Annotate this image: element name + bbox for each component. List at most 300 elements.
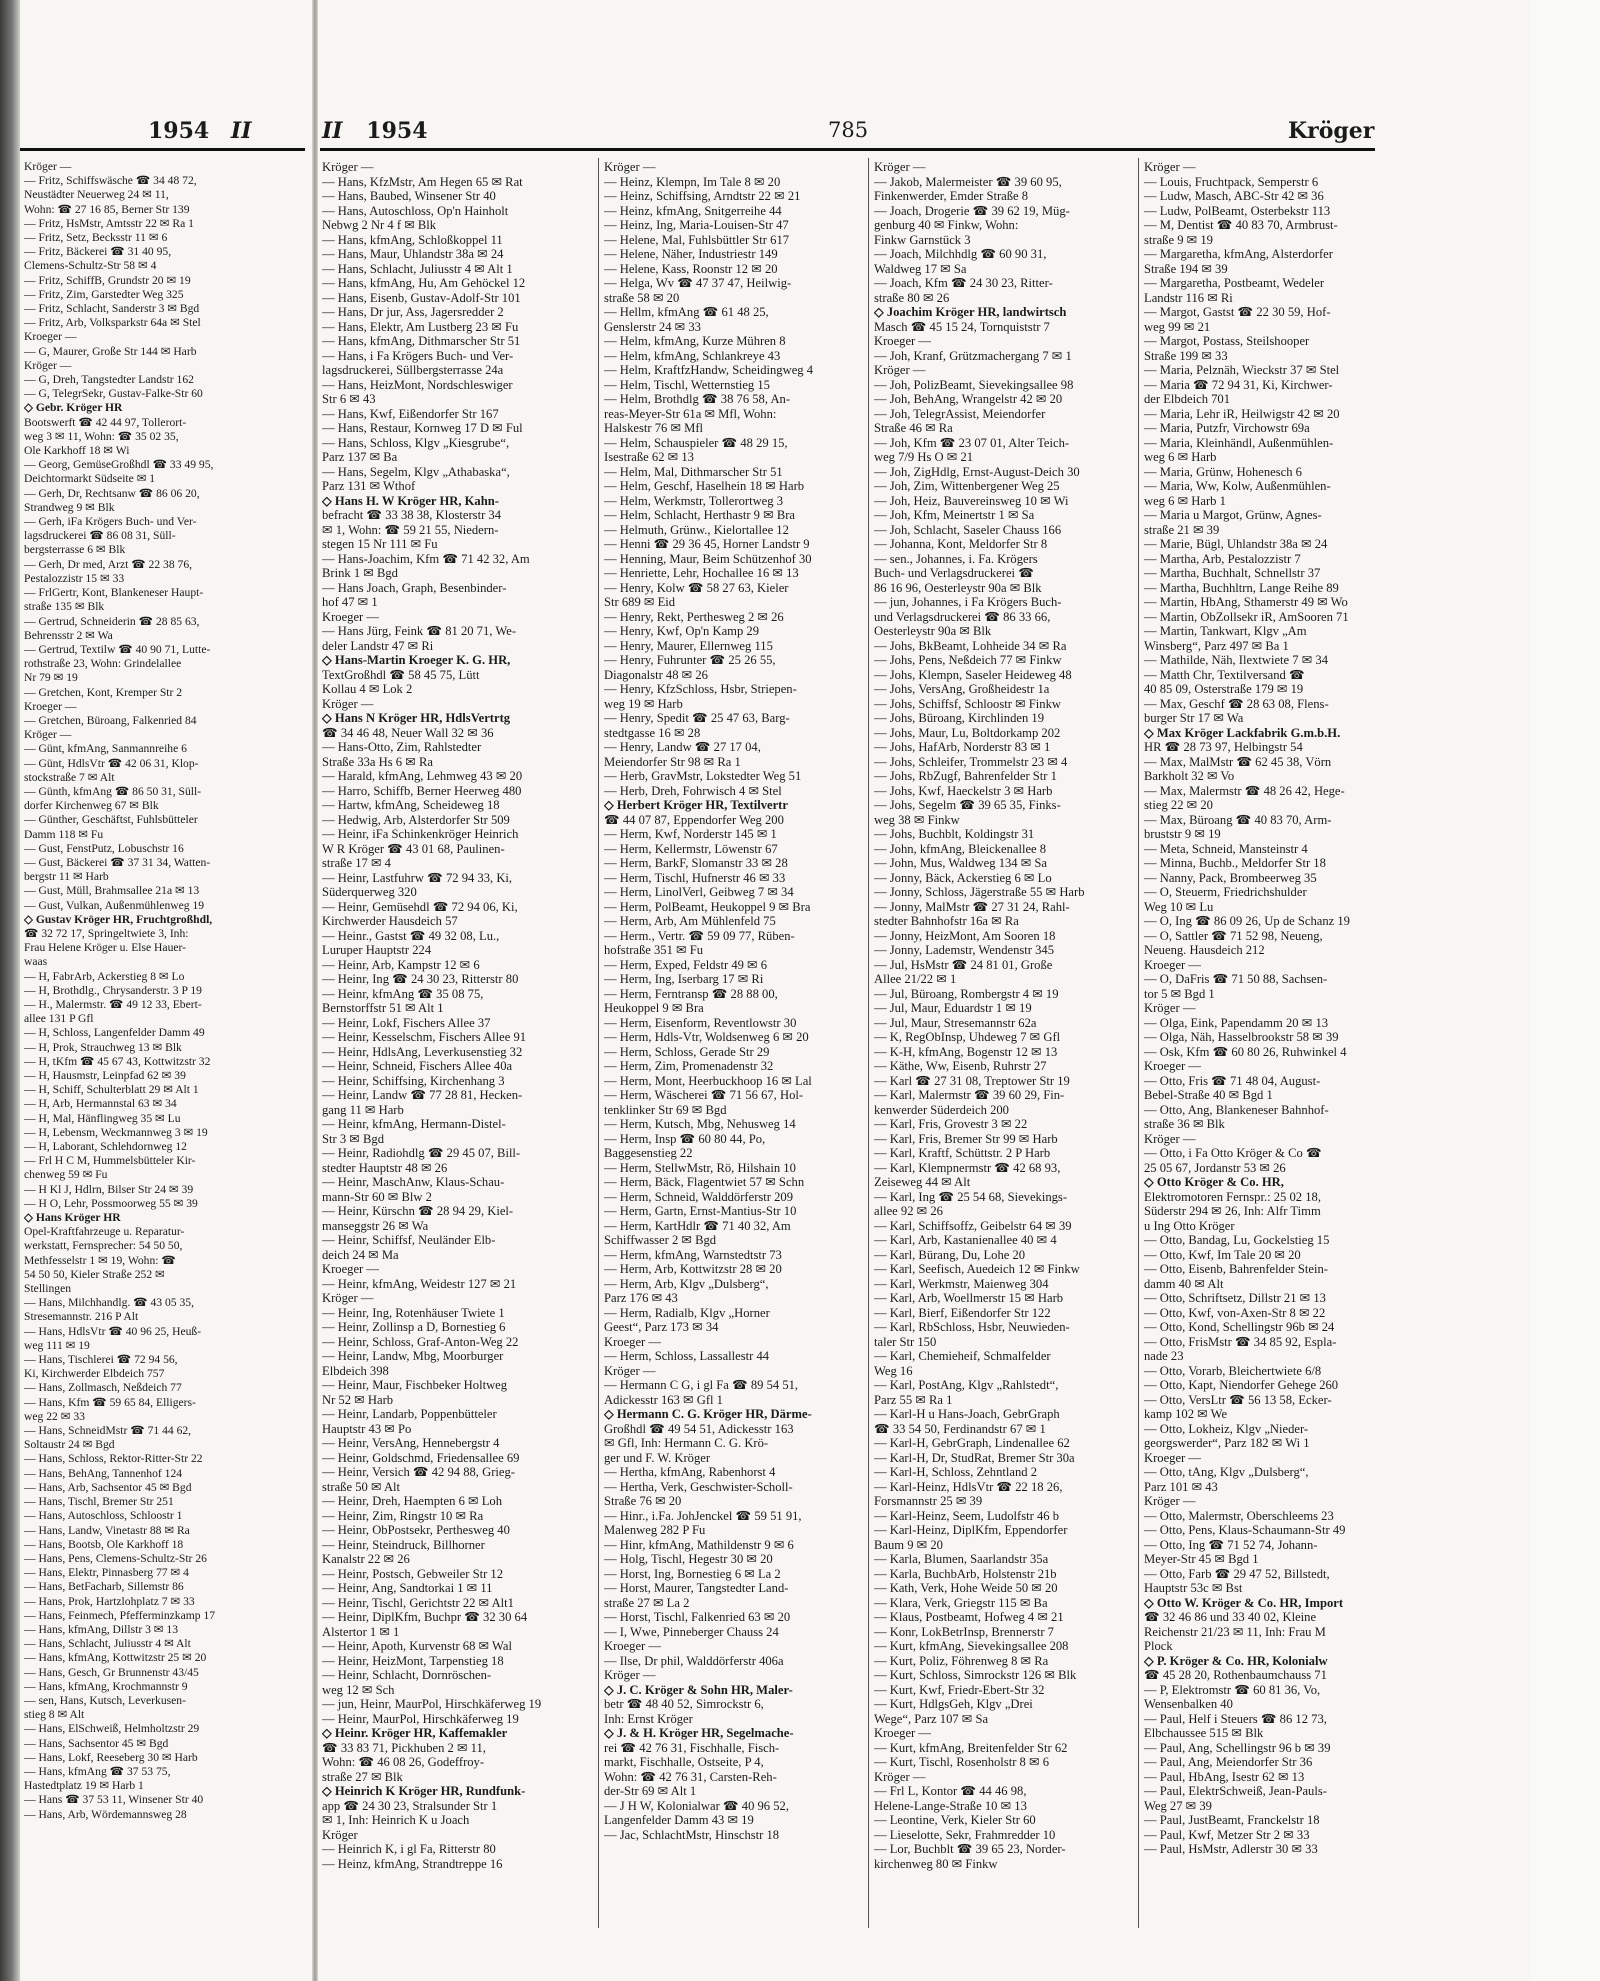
directory-entry-line: dorfer Kirchenweg 67 ✉ Blk xyxy=(24,799,159,813)
directory-entry-line: — Heinr, Schlacht, Dornröschen- xyxy=(322,1668,492,1682)
directory-entry-line: stegen 15 Nr 111 ✉ Fu xyxy=(322,537,438,551)
directory-entry-line: — Karl, PostAng, Klgv „Rahlstedt“, xyxy=(874,1378,1059,1392)
directory-entry-line: Kroeger — xyxy=(604,1639,661,1653)
directory-entry-line: — Herm, Arb, Am Mühlenfeld 75 xyxy=(604,914,776,928)
directory-entry-line: Süderquerweg 320 xyxy=(322,885,417,899)
directory-entry-line: — Maria u Margot, Grünw, Agnes- xyxy=(1144,508,1322,522)
directory-entry-line: befracht ☎ 33 38 38, Klosterstr 34 xyxy=(322,508,502,522)
directory-entry-line: — Martin, ObZollsekr iR, AmSooren 71 xyxy=(1144,609,1349,624)
directory-entry-line: — Heinr, Ang, Sandtorkai 1 ✉ 11 xyxy=(322,1581,493,1595)
directory-entry-line: straße 17 ✉ 4 xyxy=(322,856,391,870)
directory-entry-line: — Paul, JustBeamt, Franckelstr 18 xyxy=(1144,1813,1320,1827)
directory-entry-line: — Hertha, Verk, Geschwister-Scholl- xyxy=(604,1479,793,1494)
directory-entry-line: straße 27 ✉ La 2 xyxy=(604,1595,690,1610)
directory-entry-line: — Frl L, Kontor ☎ 44 46 98, xyxy=(874,1784,1027,1798)
running-head: Kröger xyxy=(1288,118,1375,144)
directory-entry-line: — Helm, Werkmstr, Tollerortweg 3 xyxy=(604,493,784,508)
directory-entry-line: — J H W, Kolonialwar ☎ 40 96 52, xyxy=(604,1798,789,1813)
directory-entry-line: — Herb, GravMstr, Lokstedter Weg 51 xyxy=(604,769,802,783)
right-page xyxy=(320,0,1530,1981)
directory-entry-line: stockstraße 7 ✉ Alt xyxy=(24,770,115,784)
directory-entry-line: — Heinr., Gastst ☎ 49 32 08, Lu., xyxy=(322,928,500,943)
directory-entry-line: — Karl, RbSchloss, Hsbr, Neuwieden- xyxy=(874,1320,1070,1334)
directory-entry-line: ger und F. W. Kröger xyxy=(604,1450,711,1465)
directory-entry-line: — Mathilde, Näh, Ilextwiete 7 ✉ 34 xyxy=(1144,653,1329,667)
directory-entry-line: Finkw Garnstück 3 xyxy=(874,232,971,247)
directory-entry-line: der Elbdeich 701 xyxy=(1144,392,1231,406)
directory-entry-line: Oesterleystr 90a ✉ Blk xyxy=(874,624,992,638)
directory-entry-line: — Fritz, SchiffB, Grundstr 20 ✉ 19 xyxy=(24,273,191,287)
directory-entry-line: Clemens-Schultz-Str 58 ✉ 4 xyxy=(24,259,157,273)
directory-entry-line: — Otto, Schriftsetz, Dillstr 21 ✉ 13 xyxy=(1144,1291,1326,1305)
directory-entry-line: Brink 1 ✉ Bgd xyxy=(322,566,398,580)
directory-entry-line: — H, Schloss, Langenfelder Damm 49 xyxy=(24,1026,205,1040)
directory-entry-line: — Helene, Kass, Roonstr 12 ✉ 20 xyxy=(604,261,778,276)
directory-entry-line: — Jul, Maur, Stresemannstr 62a xyxy=(874,1015,1037,1030)
directory-entry-line: — John, Mus, Waldweg 134 ✉ Sa xyxy=(874,856,1048,870)
directory-entry-line: ✉ Gfl, Inh: Hermann C. G. Krö- xyxy=(604,1436,769,1450)
directory-entry-line: — Otto, Farb ☎ 29 47 52, Billstedt, xyxy=(1144,1566,1330,1581)
directory-entry-line: Kröger — xyxy=(874,1769,926,1784)
directory-entry-line: hof 47 ✉ 1 xyxy=(322,595,378,609)
directory-entry-line: — Kurt, Schloss, Simrockstr 126 ✉ Blk xyxy=(874,1668,1077,1682)
directory-entry-line: — Heinr, Maur, Fischbeker Holtweg xyxy=(322,1378,508,1392)
directory-entry-line: — Maria, Kleinhändl, Außenmühlen- xyxy=(1144,435,1334,450)
directory-entry-line: — Heinr, Schneid, Fischers Allee 40a xyxy=(322,1059,513,1073)
directory-entry-line: — Herm, Insp ☎ 60 80 44, Po, xyxy=(604,1131,766,1146)
directory-entry-line: — Hans, Pens, Clemens-Schultz-Str 26 xyxy=(24,1551,207,1565)
directory-entry-line: — Heinr, kfmAng ☎ 35 08 75, xyxy=(322,986,484,1001)
directory-entry-line: stedter Bahnhofstr 16a ✉ Ra xyxy=(874,914,1019,928)
directory-entry-line: ☎ 33 83 71, Pickhuben 2 ✉ 11, xyxy=(322,1740,486,1755)
directory-entry-line: tor 5 ✉ Bgd 1 xyxy=(1144,986,1215,1001)
directory-entry-line: Kröger — xyxy=(874,363,926,377)
directory-entry-line: Kröger — xyxy=(24,160,72,173)
directory-entry-line: — Hans, Kwf, Eißendorfer Str 167 xyxy=(322,406,499,421)
right-page-header-rule xyxy=(320,148,1375,151)
directory-entry-line: — jun, Heinr, MaurPol, Hirschkäferweg 19 xyxy=(322,1697,542,1711)
directory-entry-line: weg 6 ✉ Harb xyxy=(1144,450,1217,464)
directory-entry-line: — Otto, Lokheiz, Klgv „Nieder- xyxy=(1144,1421,1309,1436)
directory-entry-line: — Karl-H u Hans-Joach, GebrGraph xyxy=(874,1407,1060,1421)
directory-entry-line: — Jonny, Lademstr, Wendenstr 345 xyxy=(874,943,1055,957)
left-page-header xyxy=(148,118,252,144)
directory-entry-line: — Heinr, Ing ☎ 24 30 23, Ritterstr 80 xyxy=(322,972,519,986)
directory-entry-line: — Hans, Autoschloss, Schloostr 1 xyxy=(24,1509,183,1523)
directory-entry-line: Kroeger — xyxy=(874,334,931,348)
directory-entry-line: — Joach, Milchhdlg ☎ 60 90 31, xyxy=(874,247,1047,261)
directory-entry-line: — Hans-Otto, Zim, Rahlstedter xyxy=(322,740,482,754)
directory-entry-line: — Hellm, kfmAng ☎ 61 48 25, xyxy=(604,305,769,319)
directory-entry-line: 86 16 96, Oesterleystr 90a ✉ Blk xyxy=(874,580,1042,595)
directory-entry-line: bruststr 9 ✉ 19 xyxy=(1144,827,1221,841)
directory-entry-line: — Heinr, Versich ☎ 42 94 88, Grieg- xyxy=(322,1465,515,1479)
directory-entry-line: — Martin, HbAng, Sthamerstr 49 ✉ Wo xyxy=(1144,595,1348,609)
directory-entry-line: — Karl, Fris, Bremer Str 99 ✉ Harb xyxy=(874,1131,1058,1146)
directory-entry-line: — Johs, RbZugf, Bahrenfelder Str 1 xyxy=(874,769,1057,783)
directory-entry-line: — Heinr, HeizMont, Tarpenstieg 18 xyxy=(322,1653,504,1668)
directory-entry-line: Hauptstr 43 ✉ Po xyxy=(322,1421,412,1436)
directory-entry-line: ☎ 33 54 50, Ferdinandstr 67 ✉ 1 xyxy=(874,1421,1046,1436)
directory-entry-line: Kröger xyxy=(322,1827,358,1842)
directory-entry-line: — Hans, Milchhandlg. ☎ 43 05 35, xyxy=(24,1296,194,1310)
directory-entry-line: Elbdeich 398 xyxy=(322,1363,389,1378)
directory-entry-line: waas xyxy=(24,955,48,969)
directory-entry-line: — Herm., Vertr. ☎ 59 09 77, Rüben- xyxy=(604,928,795,943)
directory-entry-line: Parz 101 ✉ 43 xyxy=(1144,1479,1218,1494)
directory-entry-line: — Margot, Gastst ☎ 22 30 59, Hof- xyxy=(1144,305,1331,319)
directory-entry-line: — Otto, Pens, Klaus-Schaumann-Str 49 xyxy=(1144,1523,1346,1537)
left-page xyxy=(20,0,310,1981)
directory-entry-line: ☎ 44 07 87, Eppendorfer Weg 200 xyxy=(604,812,784,827)
directory-entry-line: — Heinr, Gemüsehdl ☎ 72 94 06, Ki, xyxy=(322,899,518,914)
directory-entry-line: — Gerh, Dr med, Arzt ☎ 22 38 76, xyxy=(24,557,193,571)
directory-entry-line: — Otto, tAng, Klgv „Dulsberg“, xyxy=(1144,1465,1309,1479)
directory-entry-line: — Henry, Maurer, Ellernweg 115 xyxy=(604,638,773,653)
directory-entry-line: — Hans, Arb, Wördemannsweg 28 xyxy=(24,1807,187,1821)
directory-entry-line: — Johanna, Kont, Meldorfer Str 8 xyxy=(874,537,1048,551)
directory-entry-line: — Herm, Kutsch, Mbg, Nehusweg 14 xyxy=(604,1117,796,1131)
directory-entry-line: — Fritz, Schlacht, Sanderstr 3 ✉ Bgd xyxy=(24,302,200,316)
directory-entry-line: — Johs, BkBeamt, Lohheide 34 ✉ Ra xyxy=(874,638,1067,653)
directory-entry-line: — Joh, Zim, Wittenbergener Weg 25 xyxy=(874,479,1060,493)
directory-entry-line: Kröger — xyxy=(24,358,72,372)
directory-entry-line: — Heinr, kfmAng, Weidestr 127 ✉ 21 xyxy=(322,1276,517,1291)
directory-entry-line: — Heinz, Ing, Maria-Louisen-Str 47 xyxy=(604,218,789,232)
directory-entry-line: stedtgasse 16 ✉ 28 xyxy=(604,725,701,740)
directory-entry-line: — Maria, Pelznäh, Wieckstr 37 ✉ Stel xyxy=(1144,363,1340,377)
directory-entry-line: — Hans, ElSchweiß, Helmholtzstr 29 xyxy=(24,1722,200,1736)
directory-entry-line: ☎ 32 46 86 und 33 40 02, Kleine xyxy=(1144,1610,1317,1624)
directory-entry-line: Nebwg 2 Nr 4 f ✉ Blk xyxy=(322,218,437,232)
directory-entry-line: — Otto, FrisMstr ☎ 34 85 92, Espla- xyxy=(1144,1334,1337,1349)
directory-entry-line: — Heinr, Schloss, Graf-Anton-Weg 22 xyxy=(322,1334,519,1349)
book-gutter-shadow xyxy=(0,0,20,1981)
directory-entry-line: deler Landstr 47 ✉ Ri xyxy=(322,638,434,653)
directory-entry-line: Kroeger — xyxy=(322,609,379,624)
directory-entry-line: lagsdruckerei ☎ 86 08 31, Süll- xyxy=(24,529,176,543)
directory-entry-line: — Johs, Büroang, Kirchlinden 19 xyxy=(874,711,1044,725)
directory-entry-line: — Ilse, Dr phil, Walddörferstr 406a xyxy=(604,1653,784,1668)
directory-entry-line: ◇ Hans N Kröger HR, HdlsVertrtg xyxy=(322,711,511,725)
directory-entry-line: — Ludw, Masch, ABC-Str 42 ✉ 36 xyxy=(1144,189,1324,203)
directory-entry-line: — Helm, Geschf, Haselhein 18 ✉ Harb xyxy=(604,479,805,493)
directory-entry-line: Kröger — xyxy=(1144,160,1196,174)
directory-entry-line: — O, Steuerm, Friedrichshulder xyxy=(1144,885,1307,899)
directory-entry-line: — Heinr, Kesselschm, Fischers Allee 91 xyxy=(322,1030,527,1044)
directory-entry-line: Kröger — xyxy=(604,1363,656,1378)
directory-entry-line: Wohn: ☎ 46 08 26, Godeffroy- xyxy=(322,1755,485,1769)
directory-entry-line: weg 38 ✉ Finkw xyxy=(874,812,960,827)
directory-entry-line: straße 58 ✉ 20 xyxy=(604,290,680,305)
directory-entry-line: und Verlagsdruckerei ☎ 86 33 66, xyxy=(874,609,1051,624)
directory-entry-line: — Georg, GemüseGroßhdl ☎ 33 49 95, xyxy=(24,458,214,472)
directory-entry-line: — Joh, TelegrAssist, Meiendorfer xyxy=(874,406,1046,421)
directory-entry-line: — Günt, kfmAng, Sanmannreihe 6 xyxy=(24,742,187,756)
directory-entry-line: Hastedtplatz 19 ✉ Harb 1 xyxy=(24,1779,144,1793)
directory-entry-line: — Heinr, iFa Schinkenkröger Heinrich xyxy=(322,827,519,841)
directory-entry-line: — Karla, Blumen, Saarlandstr 35a xyxy=(874,1552,1049,1566)
directory-entry-line: — Minna, Buchb., Meldorfer Str 18 xyxy=(1144,856,1326,870)
directory-entry-line: — Karl-Heinz, Seem, Ludolfstr 46 b xyxy=(874,1508,1060,1523)
directory-entry-line: Alstertor 1 ✉ 1 xyxy=(322,1624,400,1639)
directory-entry-line: hofstraße 351 ✉ Fu xyxy=(604,943,704,957)
directory-entry-line: — Herm, Ferntransp ☎ 28 88 00, xyxy=(604,986,778,1001)
directory-entry-line: Landstr 116 ✉ Ri xyxy=(1144,290,1233,305)
directory-entry-line: — Heinr, Zollinsp a D, Bornestieg 6 xyxy=(322,1320,506,1334)
directory-entry-line: — Herm, Bäck, Flagentwiet 57 ✉ Schn xyxy=(604,1175,805,1189)
directory-entry-line: — Hans, HdlsVtr ☎ 40 96 25, Heuß- xyxy=(24,1324,202,1338)
directory-entry-line: — Hans, kfmAng, Dillstr 3 ✉ 13 xyxy=(24,1622,178,1636)
directory-entry-line: — Karl-H, Dr, StudRat, Bremer Str 30a xyxy=(874,1450,1075,1465)
directory-entry-line: — P, Elektromstr ☎ 60 81 36, Vo, xyxy=(1144,1682,1321,1697)
directory-entry-line: — Heinr, kfmAng, Hermann-Distel- xyxy=(322,1117,506,1131)
directory-entry-line: ◇ P. Kröger & Co. HR, Kolonialw xyxy=(1144,1653,1328,1668)
directory-entry-line: Kröger — xyxy=(322,1291,374,1305)
directory-entry-line: Kröger — xyxy=(874,160,926,174)
directory-entry-line: — Max, Geschf ☎ 28 63 08, Flens- xyxy=(1144,696,1329,711)
directory-entry-line: — Herm, Zim, Promenadenstr 32 xyxy=(604,1059,774,1073)
directory-entry-line: — Otto, Ing ☎ 71 52 74, Johann- xyxy=(1144,1537,1318,1552)
directory-entry-line: — H, Mal, Hänflingweg 35 ✉ Lu xyxy=(24,1111,181,1125)
directory-entry-line: HR ☎ 28 73 97, Helbingstr 54 xyxy=(1144,740,1303,754)
directory-entry-line: Soltaustr 24 ✉ Bgd xyxy=(24,1438,115,1452)
directory-entry-line: Wensenbalken 40 xyxy=(1144,1697,1233,1711)
directory-entry-line: — Hans, HeizMont, Nordschleswiger xyxy=(322,377,513,392)
directory-entry-line: — Heinr, Dreh, Haempten 6 ✉ Loh xyxy=(322,1494,503,1508)
directory-entry-line: Masch ☎ 45 15 24, Tornquiststr 7 xyxy=(874,319,1050,334)
directory-entry-line: — Herm, Eisenform, Reventlowstr 30 xyxy=(604,1015,797,1030)
directory-entry-line: — Hans ☎ 37 53 11, Winsener Str 40 xyxy=(24,1793,204,1807)
directory-entry-line: — Hans, kfmAng ☎ 37 53 75, xyxy=(24,1764,171,1778)
directory-entry-line: weg 22 ✉ 33 xyxy=(24,1409,85,1423)
left-page-volume: II xyxy=(230,118,252,144)
directory-entry-line: — Max, Malermstr ☎ 48 26 42, Hege- xyxy=(1144,783,1345,798)
directory-entry-line: TextGroßhdl ☎ 58 45 75, Lütt xyxy=(322,667,480,682)
directory-entry-line: Bebel-Straße 40 ✉ Bgd 1 xyxy=(1144,1088,1273,1102)
directory-entry-line: Helene-Lange-Straße 10 ✉ 13 xyxy=(874,1798,1027,1813)
directory-entry-line: W R Kröger ☎ 43 01 68, Paulinen- xyxy=(322,841,505,856)
directory-entry-line: Parz 137 ✉ Ba xyxy=(322,450,398,464)
directory-entry-line: 54 50 50, Kieler Straße 252 ✉ xyxy=(24,1267,165,1281)
directory-entry-line: nade 23 xyxy=(1144,1349,1184,1363)
column-divider xyxy=(868,158,869,1928)
directory-entry-line: — Joh, PolizBeamt, Sievekingsallee 98 xyxy=(874,377,1074,392)
directory-entry-line: — Otto, Malermstr, Oberschleems 23 xyxy=(1144,1508,1334,1523)
directory-entry-line: ◇ Hans-Martin Kroeger K. G. HR, xyxy=(322,653,511,667)
directory-entry-line: — Otto, Ang, Blankeneser Bahnhof- xyxy=(1144,1102,1329,1117)
directory-entry-line: — Hans, SchneidMstr ☎ 71 44 62, xyxy=(24,1424,192,1438)
directory-entry-line: — O, Sattler ☎ 71 52 98, Neueng, xyxy=(1144,928,1323,943)
directory-entry-line: ◇ Hans H. W Kröger HR, Kahn- xyxy=(322,493,499,508)
directory-entry-line: — Maria, Grünw, Hohenesch 6 xyxy=(1144,464,1302,479)
directory-entry-line: Ole Karkhoff 18 ✉ Wi xyxy=(24,444,130,458)
directory-entry-line: — Horst, Tischl, Falkenried 63 ✉ 20 xyxy=(604,1610,791,1624)
directory-entry-line: — Martha, Arb, Pestalozzistr 7 xyxy=(1144,551,1301,566)
directory-entry-line: — Jonny, Schloss, Jägerstraße 55 ✉ Harb xyxy=(874,885,1085,899)
directory-entry-line: — Heinz, Schiffsing, Arndtstr 22 ✉ 21 xyxy=(604,189,801,203)
directory-entry-line: Kroeger — xyxy=(604,1334,661,1349)
directory-entry-line: — Helene, Näher, Industriestr 149 xyxy=(604,247,778,261)
directory-entry-line: — Henni ☎ 29 36 45, Horner Landstr 9 xyxy=(604,537,810,551)
directory-entry-line: — Jul, Büroang, Rombergstr 4 ✉ 19 xyxy=(874,986,1059,1001)
directory-entry-line: Parz 131 ✉ Wthof xyxy=(322,479,416,493)
directory-entry-line: — Otto, VersLtr ☎ 56 13 58, Ecker- xyxy=(1144,1392,1332,1407)
directory-entry-line: Deichtormarkt Südseite ✉ 1 xyxy=(24,472,156,486)
directory-entry-line: Damm 118 ✉ Fu xyxy=(24,827,104,841)
directory-entry-line: ✉ 1, Inh: Heinrich K u Joach xyxy=(322,1813,470,1827)
directory-entry-line: markt, Fischhalle, Ostseite, P 4, xyxy=(604,1755,764,1769)
directory-entry-line: Adickesstr 163 ✉ Gfl 1 xyxy=(604,1392,723,1407)
directory-entry-line: — M, Dentist ☎ 40 83 70, Armbrust- xyxy=(1144,218,1338,232)
directory-entry-line: — Heinr, MaschAnw, Klaus-Schau- xyxy=(322,1175,505,1189)
directory-entry-line: Neustädter Neuerweg 24 ✉ 11, xyxy=(24,188,169,202)
directory-entry-line: — Otto, Eisenb, Bahrenfelder Stein- xyxy=(1144,1262,1328,1276)
directory-entry-line: — Herm, Kellermstr, Löwenstr 67 xyxy=(604,841,778,856)
directory-entry-line: — Käthe, Ww, Eisenb, Ruhrstr 27 xyxy=(874,1059,1047,1073)
directory-entry-line: Wohn: ☎ 27 16 85, Berner Str 139 xyxy=(24,202,190,216)
directory-entry-line: — I, Wwe, Pinneberger Chauss 24 xyxy=(604,1624,779,1639)
directory-entry-line: — Hertha, kfmAng, Rabenhorst 4 xyxy=(604,1465,776,1479)
directory-entry-line: — Hans, Dr jur, Ass, Jagersredder 2 xyxy=(322,305,504,319)
directory-entry-line: Str 3 ✉ Bgd xyxy=(322,1131,384,1146)
directory-entry-line: der-Str 69 ✉ Alt 1 xyxy=(604,1784,697,1798)
directory-entry-line: kamp 102 ✉ We xyxy=(1144,1407,1228,1421)
directory-entry-line: — Hans, Arb, Sachsentor 45 ✉ Bgd xyxy=(24,1480,192,1494)
directory-entry-line: — Kurt, Kwf, Friedr-Ebert-Str 32 xyxy=(874,1682,1045,1697)
directory-entry-line: — Otto, Kond, Schellingstr 96b ✉ 24 xyxy=(1144,1320,1335,1334)
directory-entry-line: — H, Schiff, Schulterblatt 29 ✉ Alt 1 xyxy=(24,1083,199,1097)
directory-entry-line: — Hans, BetFacharb, Sillemstr 86 xyxy=(24,1580,184,1594)
directory-entry-line: u Ing Otto Kröger xyxy=(1144,1218,1235,1233)
directory-entry-line: — Heinr, Goldschmd, Friedensallee 69 xyxy=(322,1450,520,1465)
directory-entry-line: — Karl ☎ 27 31 08, Treptower Str 19 xyxy=(874,1073,1070,1088)
directory-entry-line: — Holg, Tischl, Hegestr 30 ✉ 20 xyxy=(604,1552,773,1566)
directory-entry-line: — Heinz, kfmAng, Snitgerreihe 44 xyxy=(604,203,782,218)
directory-entry-line: — Heinr, Postsch, Gebweiler Str 12 xyxy=(322,1566,504,1581)
directory-entry-line: — Gerh, Dr, Rechtsanw ☎ 86 06 20, xyxy=(24,486,200,500)
directory-entry-line: — Gust, FenstPutz, Lobuschstr 16 xyxy=(24,841,184,855)
directory-entry-line: manseggstr 26 ✉ Wa xyxy=(322,1218,429,1233)
directory-entry-line: 40 85 09, Osterstraße 179 ✉ 19 xyxy=(1144,682,1304,696)
directory-entry-line: — Heinr, Schiffsing, Kirchenhang 3 xyxy=(322,1073,505,1088)
directory-entry-line: — Johs, Maur, Lu, Boltdorkamp 202 xyxy=(874,725,1061,740)
directory-entry-line: — H, Hausmstr, Leinpfad 62 ✉ 39 xyxy=(24,1069,186,1082)
directory-entry-line: — Henry, Landw ☎ 27 17 04, xyxy=(604,740,761,754)
directory-entry-line: — Otto, Bandag, Lu, Gockelstieg 15 xyxy=(1144,1233,1330,1247)
directory-entry-line: Winsberg“, Parz 497 ✉ Ba 1 xyxy=(1144,638,1289,653)
directory-entry-line: — Klara, Verk, Griegstr 115 ✉ Ba xyxy=(874,1595,1048,1610)
directory-entry-line: ◇ Otto W. Kröger & Co. HR, Import xyxy=(1144,1595,1344,1610)
directory-entry-line: — Hans, Schloss, Rektor-Ritter-Str 22 xyxy=(24,1452,203,1466)
directory-entry-line: — Karl, Chemieheif, Schmalfelder xyxy=(874,1349,1051,1363)
directory-entry-line: tenklinker Str 69 ✉ Bgd xyxy=(604,1102,727,1117)
directory-entry-line: — Joh, Schlacht, Saseler Chauss 166 xyxy=(874,522,1062,537)
entries-column-2 xyxy=(604,160,864,1950)
directory-entry-line: — Herm, Arb, Klgv „Dulsberg“, xyxy=(604,1276,769,1291)
directory-entry-line: — Hans, KfzMstr, Am Hegen 65 ✉ Rat xyxy=(322,174,523,189)
directory-entry-line: — Otto, i Fa Otto Kröger & Co ☎ xyxy=(1144,1146,1322,1160)
directory-entry-line: — Margaretha, kfmAng, Alsterdorfer xyxy=(1144,247,1333,261)
directory-entry-line: — Heinr, Landw ☎ 77 28 81, Hecken- xyxy=(322,1088,523,1102)
column-divider xyxy=(1138,158,1139,1928)
directory-entry-line: — Günt, HdlsVtr ☎ 42 06 31, Klop- xyxy=(24,756,199,770)
directory-entry-line: Diagonalstr 48 ✉ 26 xyxy=(604,667,708,682)
directory-entry-line: — Gertrud, Schneiderin ☎ 28 85 63, xyxy=(24,614,200,628)
directory-entry-line: Schiffwasser 2 ✉ Bgd xyxy=(604,1233,717,1247)
right-page-year: 1954 xyxy=(366,118,428,144)
directory-entry-line: — Helene, Mal, Fuhlsbüttler Str 617 xyxy=(604,232,790,247)
directory-entry-line: — Herm, StellwMstr, Rö, Hilshain 10 xyxy=(604,1160,796,1175)
directory-entry-line: Bootswerft ☎ 42 44 97, Tollerort- xyxy=(24,415,187,429)
directory-entry-line: — Hans, Sachsentor 45 ✉ Bgd xyxy=(24,1736,169,1750)
directory-entry-line: — H, Arb, Hermannstal 63 ✉ 34 xyxy=(24,1097,177,1111)
directory-entry-line: Methfesselstr 1 ✉ 19, Wohn: ☎ xyxy=(24,1253,176,1267)
directory-entry-line: — Maria ☎ 72 94 31, Ki, Kirchwer- xyxy=(1144,377,1333,392)
directory-entry-line: — Günther, Geschäftst, Fuhlsbütteler xyxy=(24,813,198,827)
directory-entry-line: — G, Dreh, Tangstedter Landstr 162 xyxy=(24,373,194,387)
directory-entry-line: — Maria, Putzfr, Virchowstr 69a xyxy=(1144,421,1310,435)
directory-entry-line: — Leontine, Verk, Kieler Str 60 xyxy=(874,1813,1036,1827)
directory-entry-line: — Hinr, kfmAng, Mathildenstr 9 ✉ 6 xyxy=(604,1537,794,1552)
directory-entry-line: — Joh, Kfm ☎ 23 07 01, Alter Teich- xyxy=(874,435,1070,450)
directory-entry-line: — Fritz, Zim, Garstedter Weg 325 xyxy=(24,287,184,301)
directory-entry-line: Allee 21/22 ✉ 1 xyxy=(874,972,957,986)
directory-entry-line: weg 99 ✉ 21 xyxy=(1144,319,1211,334)
directory-entry-line: straße 9 ✉ 19 xyxy=(1144,232,1213,247)
directory-entry-line: werkstatt, Fernsprecher: 54 50 50, xyxy=(24,1239,183,1253)
directory-entry-line: Ki, Kirchwerder Elbdeich 757 xyxy=(24,1367,165,1381)
directory-entry-line: Hauptstr 53c ✉ Bst xyxy=(1144,1581,1243,1595)
directory-entry-line: straße 27 ✉ Blk xyxy=(322,1769,403,1784)
directory-entry-line: ✉ 1, Wohn: ☎ 59 21 55, Niedern- xyxy=(322,522,499,537)
directory-entry-line: — Harald, kfmAng, Lehmweg 43 ✉ 20 xyxy=(322,769,523,783)
left-page-year: 1954 xyxy=(148,118,210,144)
directory-entry-line: Baggesenstieg 22 xyxy=(604,1146,693,1160)
directory-entry-line: — Karl-Heinz, DiplKfm, Eppendorfer xyxy=(874,1523,1068,1537)
directory-entry-line: Behrensstr 2 ✉ Wa xyxy=(24,628,113,642)
directory-entry-line: ◇ Hans Kröger HR xyxy=(24,1211,121,1225)
directory-entry-line: weg 3 ✉ 11, Wohn: ☎ 35 02 35, xyxy=(24,429,179,443)
directory-entry-line: straße 36 ✉ Blk xyxy=(1144,1117,1225,1131)
directory-entry-line: Pestalozzistr 15 ✉ 33 xyxy=(24,571,125,585)
directory-entry-line: Baum 9 ✉ 20 xyxy=(874,1537,943,1552)
directory-entry-line: — Karl, Bürang, Du, Lohe 20 xyxy=(874,1247,1026,1262)
directory-entry-line: — Hans, i Fa Krögers Buch- und Ver- xyxy=(322,348,514,363)
directory-entry-line: Großhdl ☎ 49 54 51, Adickesstr 163 xyxy=(604,1421,794,1436)
directory-entry-line: — H., Malermstr. ☎ 49 12 33, Ebert- xyxy=(24,997,202,1011)
directory-entry-line: — Henry, KfzSchloss, Hsbr, Striepen- xyxy=(604,682,797,696)
directory-entry-line: weg 19 ✉ Harb xyxy=(604,696,683,711)
directory-entry-line: Kroeger — xyxy=(24,699,77,713)
directory-entry-line: — Heinr, ObPostsekr, Perthesweg 40 xyxy=(322,1523,510,1537)
directory-entry-line: app ☎ 24 30 23, Stralsunder Str 1 xyxy=(322,1798,498,1813)
directory-entry-line: ☎ 32 72 17, Springeltwiete 3, Inh: xyxy=(24,926,189,940)
directory-entry-line: — Hartw, kfmAng, Scheideweg 18 xyxy=(322,798,500,812)
directory-entry-line: — Hans, kfmAng, Krochmannstr 9 xyxy=(24,1679,188,1693)
directory-entry-line: — Karl, Seefisch, Auedeich 12 ✉ Finkw xyxy=(874,1262,1080,1276)
directory-entry-line: — Martin, Tankwart, Klgv „Am xyxy=(1144,624,1307,638)
directory-entry-line: — Lor, Buchblt ☎ 39 65 23, Norder- xyxy=(874,1842,1066,1856)
directory-entry-line: georgswerder“, Parz 182 ✉ Wi 1 xyxy=(1144,1436,1310,1450)
directory-entry-line: — Hans, Schlacht, Juliusstr 4 ✉ Alt 1 xyxy=(322,261,513,276)
directory-entry-line: — Harro, Schiffb, Berner Heerweg 480 xyxy=(322,783,522,798)
directory-entry-line: — Kurt, Poliz, Föhrenweg 8 ✉ Ra xyxy=(874,1653,1049,1668)
directory-entry-line: — Jonny, HeizMont, Am Sooren 18 xyxy=(874,928,1056,943)
directory-entry-line: Kroeger — xyxy=(24,330,77,344)
directory-entry-line: — Paul, Ang, Schellingstr 96 b ✉ 39 xyxy=(1144,1740,1331,1755)
directory-entry-line: — Herm, LinolVerl, Geibweg 7 ✉ 34 xyxy=(604,885,794,899)
